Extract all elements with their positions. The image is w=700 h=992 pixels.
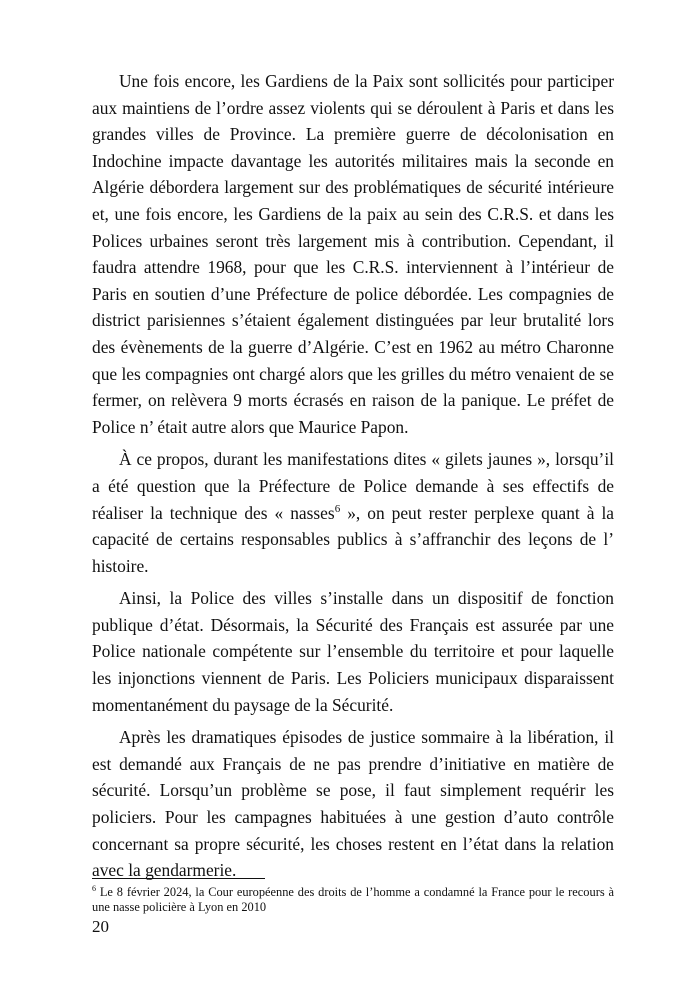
paragraph-2 [92,446,614,579]
paragraph-3: Ainsi, la Police des villes s’installe dans un dispositif de fonction publique d’état. Désormais, la Sécurité des Français est assurée par une Police nationale compétente sur l’ensemble du territoire et pour laquelle les injonctions viennent de Paris. Les Policiers municipaux disparaissent momentanément du paysage de la Sécurité. [92,588,614,715]
footnote [92,885,614,915]
paragraph-2-text-after: », on peut rester perplexe quant à la capacité de certains responsables publics à s’affranchir des leçons de l’ histoire. [92,502,615,576]
footnote-text: Le 8 février 2024, la Cour européenne des droits de l’homme a condamné la France pour le recours à une nasse policière à Lyon en 2010 [92,885,614,914]
paragraph-4: Après les dramatiques épisodes de justice sommaire à la libération, il est demandé aux Français de ne pas prendre d’initiative en matière de sécurité. Lorsqu’un problème se pose, il faut simplement requérir les policiers. Pour les campagnes habituées à une gestion d’auto contrôle concernant sa propre sécurité, les choses restent en l’état dans la relation avec la gendarmerie. [92,727,614,881]
page-body [92,68,614,890]
paragraph-1: Une fois encore, les Gardiens de la Paix sont sollicités pour participer aux maintiens de l’ordre assez violents qui se déroulent à Paris et dans les grandes villes de Province. La première guerre de décolonisation en Indochine impacte davantage les autorités militaires mais la seconde en Algérie débordera largement sur des problématiques de sécurité intérieure et, une fois encore, les Gardiens de la paix au sein des C.R.S. et dans les Polices urbaines seront très largement mis à contribution. Cependant, il faudra attendre 1968, pour que les C.R.S. interviennent à l’intérieur de Paris en soutien d’une Préfecture de police débordée. Les compagnies de district parisiennes s’étaient également distinguées par leur brutalité lors des évènements de la guerre d’Algérie. C’est en 1962 au métro Charonne que les compagnies ont chargé alors que les grilles du métro venaient de se fermer, on relèvera 9 morts écrasés en raison de la panique. Le préfet de Police n’ était autre alors que Maurice Papon. [92,71,614,437]
footnote-separator [92,878,265,879]
page-number: 20 [92,917,109,936]
footnote-reference[interactable]: 6 [334,502,341,515]
paragraph-2-text-before: À ce propos, durant les manifestations dites « gilets jaunes », lorsqu’il a été question que la Préfecture de Police demande à ses effectifs de réaliser la technique des « nasses [92,449,614,523]
footnote-number: 6 [92,883,96,893]
